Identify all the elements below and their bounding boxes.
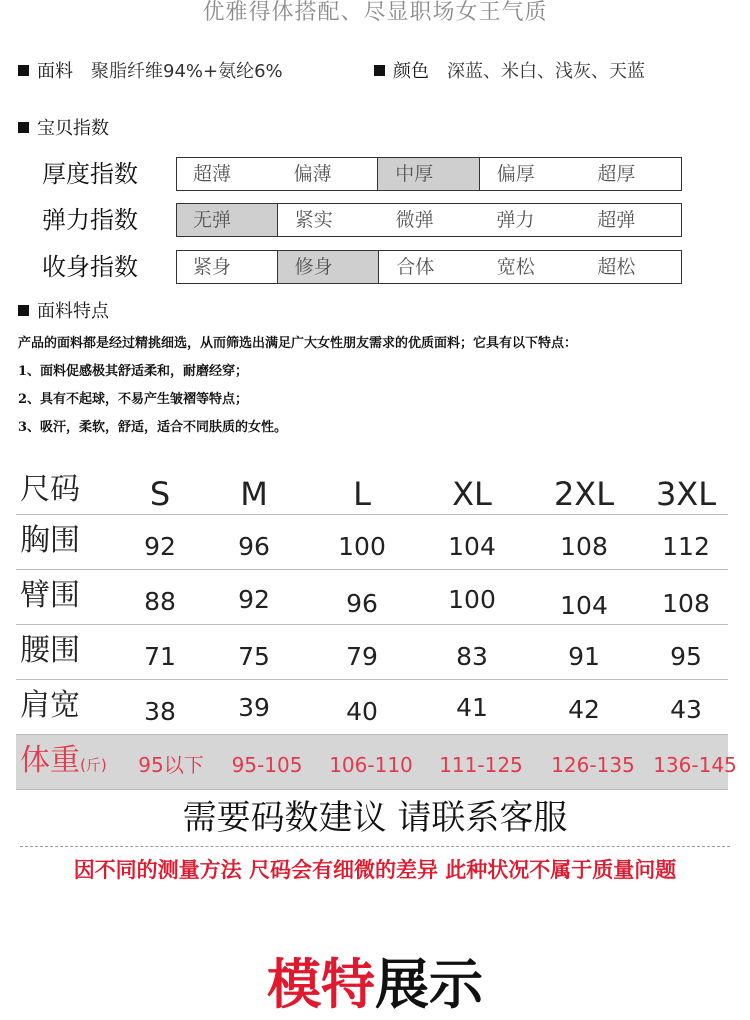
index-label: 收身指数 <box>42 253 138 281</box>
index-row <box>42 203 682 237</box>
weight-unit: (斤) <box>80 756 107 774</box>
index-option: 超松 <box>597 256 636 278</box>
index-option: 微弹 <box>395 209 434 231</box>
size-column-header: XL <box>452 475 492 513</box>
fabric-info <box>18 60 283 84</box>
model-title-part1: 模特 <box>267 953 375 1016</box>
measure-value: 92 <box>238 585 270 614</box>
feature-item: 2、具有不起球，不易产生皱褶等特点； <box>18 392 249 407</box>
size-column-header: L <box>353 475 371 513</box>
features-section-label: 面料特点 <box>37 301 109 322</box>
square-bullet-icon <box>18 305 29 316</box>
index-option: 偏厚 <box>496 163 535 185</box>
measure-label <box>20 576 80 616</box>
model-title-part2: 展示 <box>375 953 483 1016</box>
fabric-value: 聚脂纤维94%+氨纶6% <box>91 61 283 82</box>
measure-label <box>20 521 80 561</box>
weight-value: 95以下 <box>138 753 204 777</box>
size-measure-row <box>16 570 728 625</box>
index-option: 超薄 <box>193 163 232 185</box>
fabric-label: 面料 <box>37 61 73 82</box>
weight-value: 136-145 <box>653 753 737 777</box>
index-option: 超厚 <box>597 163 636 185</box>
index-option: 紧实 <box>294 209 333 231</box>
size-header-label-text: 尺码 <box>20 472 80 507</box>
features-intro: 产品的面料都是经过精挑细选，从而筛选出满足广大女性朋友需求的优质面料；它具有以下特点： <box>18 336 578 351</box>
weight-value: 111-125 <box>439 753 523 777</box>
square-bullet-icon <box>18 122 29 133</box>
color-info <box>374 60 645 84</box>
measure-value: 42 <box>568 695 600 724</box>
index-option: 宽松 <box>496 256 535 278</box>
index-option-selected: 修身 <box>278 251 380 283</box>
size-column-header: S <box>149 475 171 513</box>
measure-value: 96 <box>346 589 378 618</box>
size-column-header: 3XL <box>655 475 717 513</box>
measure-value: 41 <box>456 693 488 722</box>
size-column-header: M <box>240 475 268 513</box>
size-measure-row <box>16 625 728 680</box>
feature-item: 1、面料促感极其舒适柔和，耐磨经穿； <box>18 364 249 379</box>
index-option: 弹力 <box>496 209 535 231</box>
index-scale <box>176 250 682 284</box>
weight-value: 95-105 <box>231 753 303 777</box>
measure-value: 83 <box>456 642 488 671</box>
feature-item: 3、吸汗，柔软，舒适，适合不同肤质的女性。 <box>18 420 288 435</box>
measure-value: 108 <box>662 589 710 618</box>
page-title: 优雅得体搭配、尽显职场女王气质 <box>202 0 548 25</box>
features-section-heading <box>18 300 109 324</box>
weight-label <box>20 741 107 785</box>
size-header-row <box>16 464 728 515</box>
measure-value: 79 <box>346 642 378 671</box>
dashed-divider <box>20 846 730 847</box>
size-measure-row <box>16 680 728 735</box>
measure-value: 96 <box>238 532 270 561</box>
size-column-header: 2XL <box>553 475 615 513</box>
index-option: 超弹 <box>597 209 636 231</box>
weight-value: 106-110 <box>329 753 413 777</box>
measure-label-text: 臂围 <box>20 578 80 613</box>
color-value: 深蓝、米白、浅灰、天蓝 <box>447 61 645 82</box>
measure-value: 112 <box>662 532 710 561</box>
measure-value: 91 <box>568 642 600 671</box>
measure-label-text: 腰围 <box>20 633 80 668</box>
measure-value: 92 <box>144 532 176 561</box>
weight-label-text: 体重 <box>20 743 80 778</box>
measure-value: 104 <box>448 532 496 561</box>
measure-value: 108 <box>560 532 608 561</box>
index-scale <box>176 157 682 191</box>
measure-value: 88 <box>144 587 176 616</box>
measure-value: 100 <box>448 585 496 614</box>
index-option-selected: 中厚 <box>378 158 480 190</box>
measure-label-text: 胸围 <box>20 523 80 558</box>
measure-label-text: 肩宽 <box>20 688 80 723</box>
index-row <box>42 250 682 284</box>
size-header-label <box>20 470 80 510</box>
index-option: 偏薄 <box>277 158 379 190</box>
index-section-label: 宝贝指数 <box>37 118 109 139</box>
measure-value: 43 <box>670 695 702 724</box>
weight-value: 126-135 <box>551 753 635 777</box>
index-option: 合体 <box>396 256 435 278</box>
measure-label <box>20 631 80 671</box>
features-list <box>18 330 743 442</box>
measurement-warning: 因不同的测量方法 尺码会有细微的差异 此种状况不属于质量问题 <box>73 857 677 882</box>
weight-row <box>16 735 737 790</box>
measure-label <box>20 686 80 726</box>
measure-value: 95 <box>670 642 702 671</box>
measure-value: 40 <box>346 697 378 726</box>
measure-value: 75 <box>238 642 270 671</box>
measure-value: 104 <box>560 591 608 620</box>
size-advice: 需要码数建议 请联系客服 <box>182 798 568 838</box>
index-row <box>42 157 682 191</box>
color-label: 颜色 <box>393 61 429 82</box>
size-table <box>16 464 737 790</box>
measure-value: 71 <box>144 642 176 671</box>
size-measure-row <box>16 515 728 570</box>
index-option: 紧身 <box>177 251 278 283</box>
measure-value: 39 <box>238 693 270 722</box>
index-section-heading <box>18 117 109 141</box>
index-label: 弹力指数 <box>42 206 138 234</box>
index-label: 厚度指数 <box>42 160 138 188</box>
measure-value: 100 <box>338 532 386 561</box>
square-bullet-icon <box>18 65 29 76</box>
model-section-title <box>0 950 750 1020</box>
index-option-selected: 无弹 <box>177 204 278 236</box>
square-bullet-icon <box>374 65 385 76</box>
measure-value: 38 <box>144 697 176 726</box>
index-scale <box>176 203 682 237</box>
